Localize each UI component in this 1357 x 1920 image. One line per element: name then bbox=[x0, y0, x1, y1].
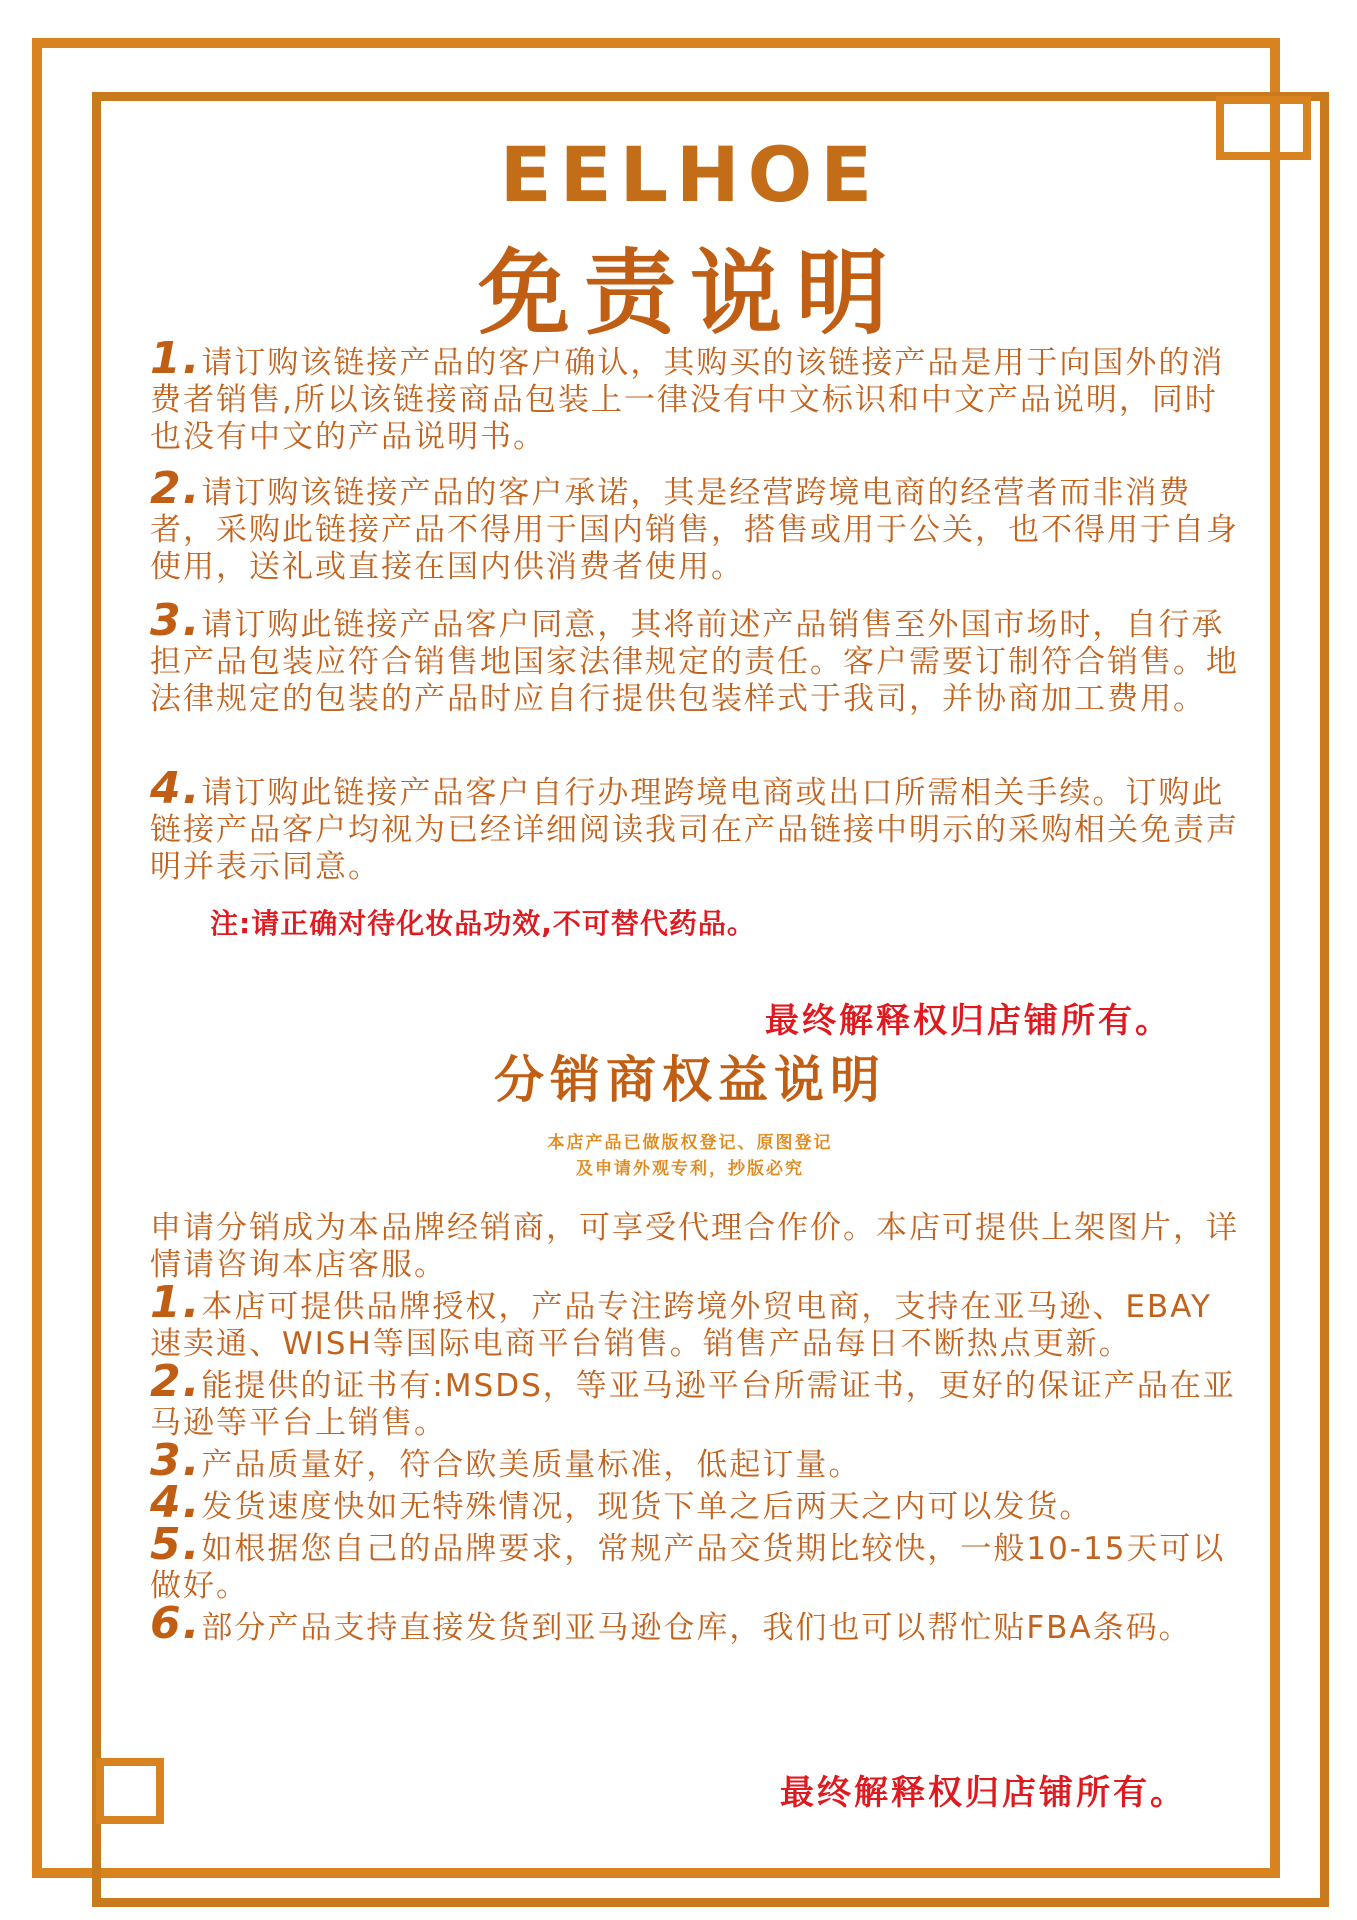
benefits-list bbox=[150, 1210, 1240, 1647]
item-number: 2. bbox=[150, 463, 202, 514]
item-text: 发货速度快如无特殊情况，现货下单之后两天之内可以发货。 bbox=[201, 1489, 1093, 1525]
item-text: 能提供的证书有:MSDS，等亚马逊平台所需证书，更好的保证产品在亚马逊等平台上销售。 bbox=[150, 1368, 1236, 1441]
item-text: 请订购此链接产品客户同意，其将前述产品销售至外国市场时，自行承担产品包装应符合销售地国家法律规定的责任。客户需要订制符合销售。地法律规定的包装的产品时应自行提供包装样式于我司，并协商加工费用。 bbox=[150, 607, 1239, 717]
item-number: 6. bbox=[150, 1598, 202, 1649]
copyright-note-line: 及申请外观专利，抄版必究 bbox=[576, 1159, 804, 1179]
benefit-item bbox=[150, 1598, 1240, 1649]
benefit-item bbox=[150, 1477, 1240, 1528]
brand-name: EELHOE bbox=[499, 130, 881, 219]
item-text: 部分产品支持直接发货到亚马逊仓库，我们也可以帮忙贴FBA条码。 bbox=[201, 1610, 1192, 1646]
item-number: 2. bbox=[150, 1356, 202, 1407]
item-text: 请订购该链接产品的客户确认，其购买的该链接产品是用于向国外的消费者销售,所以该链接商品包装上一律没有中文标识和中文产品说明，同时也没有中文的产品说明书。 bbox=[150, 345, 1225, 455]
item-number: 4. bbox=[150, 763, 202, 814]
benefit-item bbox=[150, 1435, 1240, 1486]
item-number: 1. bbox=[150, 333, 202, 384]
intro-text: 申请分销成为本品牌经销商，可享受代理合作价。本店可提供上架图片，详情请咨询本店客服。 bbox=[150, 1210, 1239, 1283]
item-text: 本店可提供品牌授权，产品专注跨境外贸电商，支持在亚马逊、EBAY速卖通、WISH等国际电商平台销售。销售产品每日不断热点更新。 bbox=[150, 1289, 1212, 1362]
item-number: 5. bbox=[150, 1519, 202, 1570]
item-number: 3. bbox=[150, 1435, 202, 1486]
copyright-note-line: 本店产品已做版权登记、原图登记 bbox=[547, 1133, 833, 1153]
corner-ornament-bottom-left bbox=[96, 1758, 164, 1824]
final-statement-bottom: 最终解释权归店铺所有。 bbox=[780, 1773, 1187, 1813]
item-number: 3. bbox=[150, 595, 202, 646]
item-text: 产品质量好，符合欧美质量标准，低起订量。 bbox=[201, 1447, 862, 1483]
warning-note: 注:请正确对待化妆品功效,不可替代药品。 bbox=[210, 907, 756, 940]
disclaimer-item bbox=[150, 763, 1240, 886]
disclaimer-item bbox=[150, 463, 1240, 586]
benefit-item bbox=[150, 1356, 1240, 1442]
section-title: 分销商权益说明 bbox=[494, 1051, 886, 1109]
final-statement: 最终解释权归店铺所有。 bbox=[765, 1001, 1172, 1041]
benefit-item bbox=[150, 1277, 1240, 1363]
disclaimer-item bbox=[150, 333, 1240, 456]
item-number: 1. bbox=[150, 1277, 202, 1328]
item-text: 如根据您自己的品牌要求，常规产品交货期比较快，一般10-15天可以做好。 bbox=[150, 1531, 1226, 1604]
item-number: 4. bbox=[150, 1477, 202, 1528]
page-title: 免责说明 bbox=[477, 240, 902, 347]
benefit-item bbox=[150, 1519, 1240, 1605]
item-text: 请订购此链接产品客户自行办理跨境电商或出口所需相关手续。订购此链接产品客户均视为已经详细阅读我司在产品链接中明示的采购相关免责声明并表示同意。 bbox=[150, 775, 1239, 885]
disclaimer-item bbox=[150, 595, 1240, 718]
item-text: 请订购该链接产品的客户承诺，其是经营跨境电商的经营者而非消费者，采购此链接产品不得用于国内销售，搭售或用于公关，也不得用于自身使用，送礼或直接在国内供消费者使用。 bbox=[150, 475, 1239, 585]
